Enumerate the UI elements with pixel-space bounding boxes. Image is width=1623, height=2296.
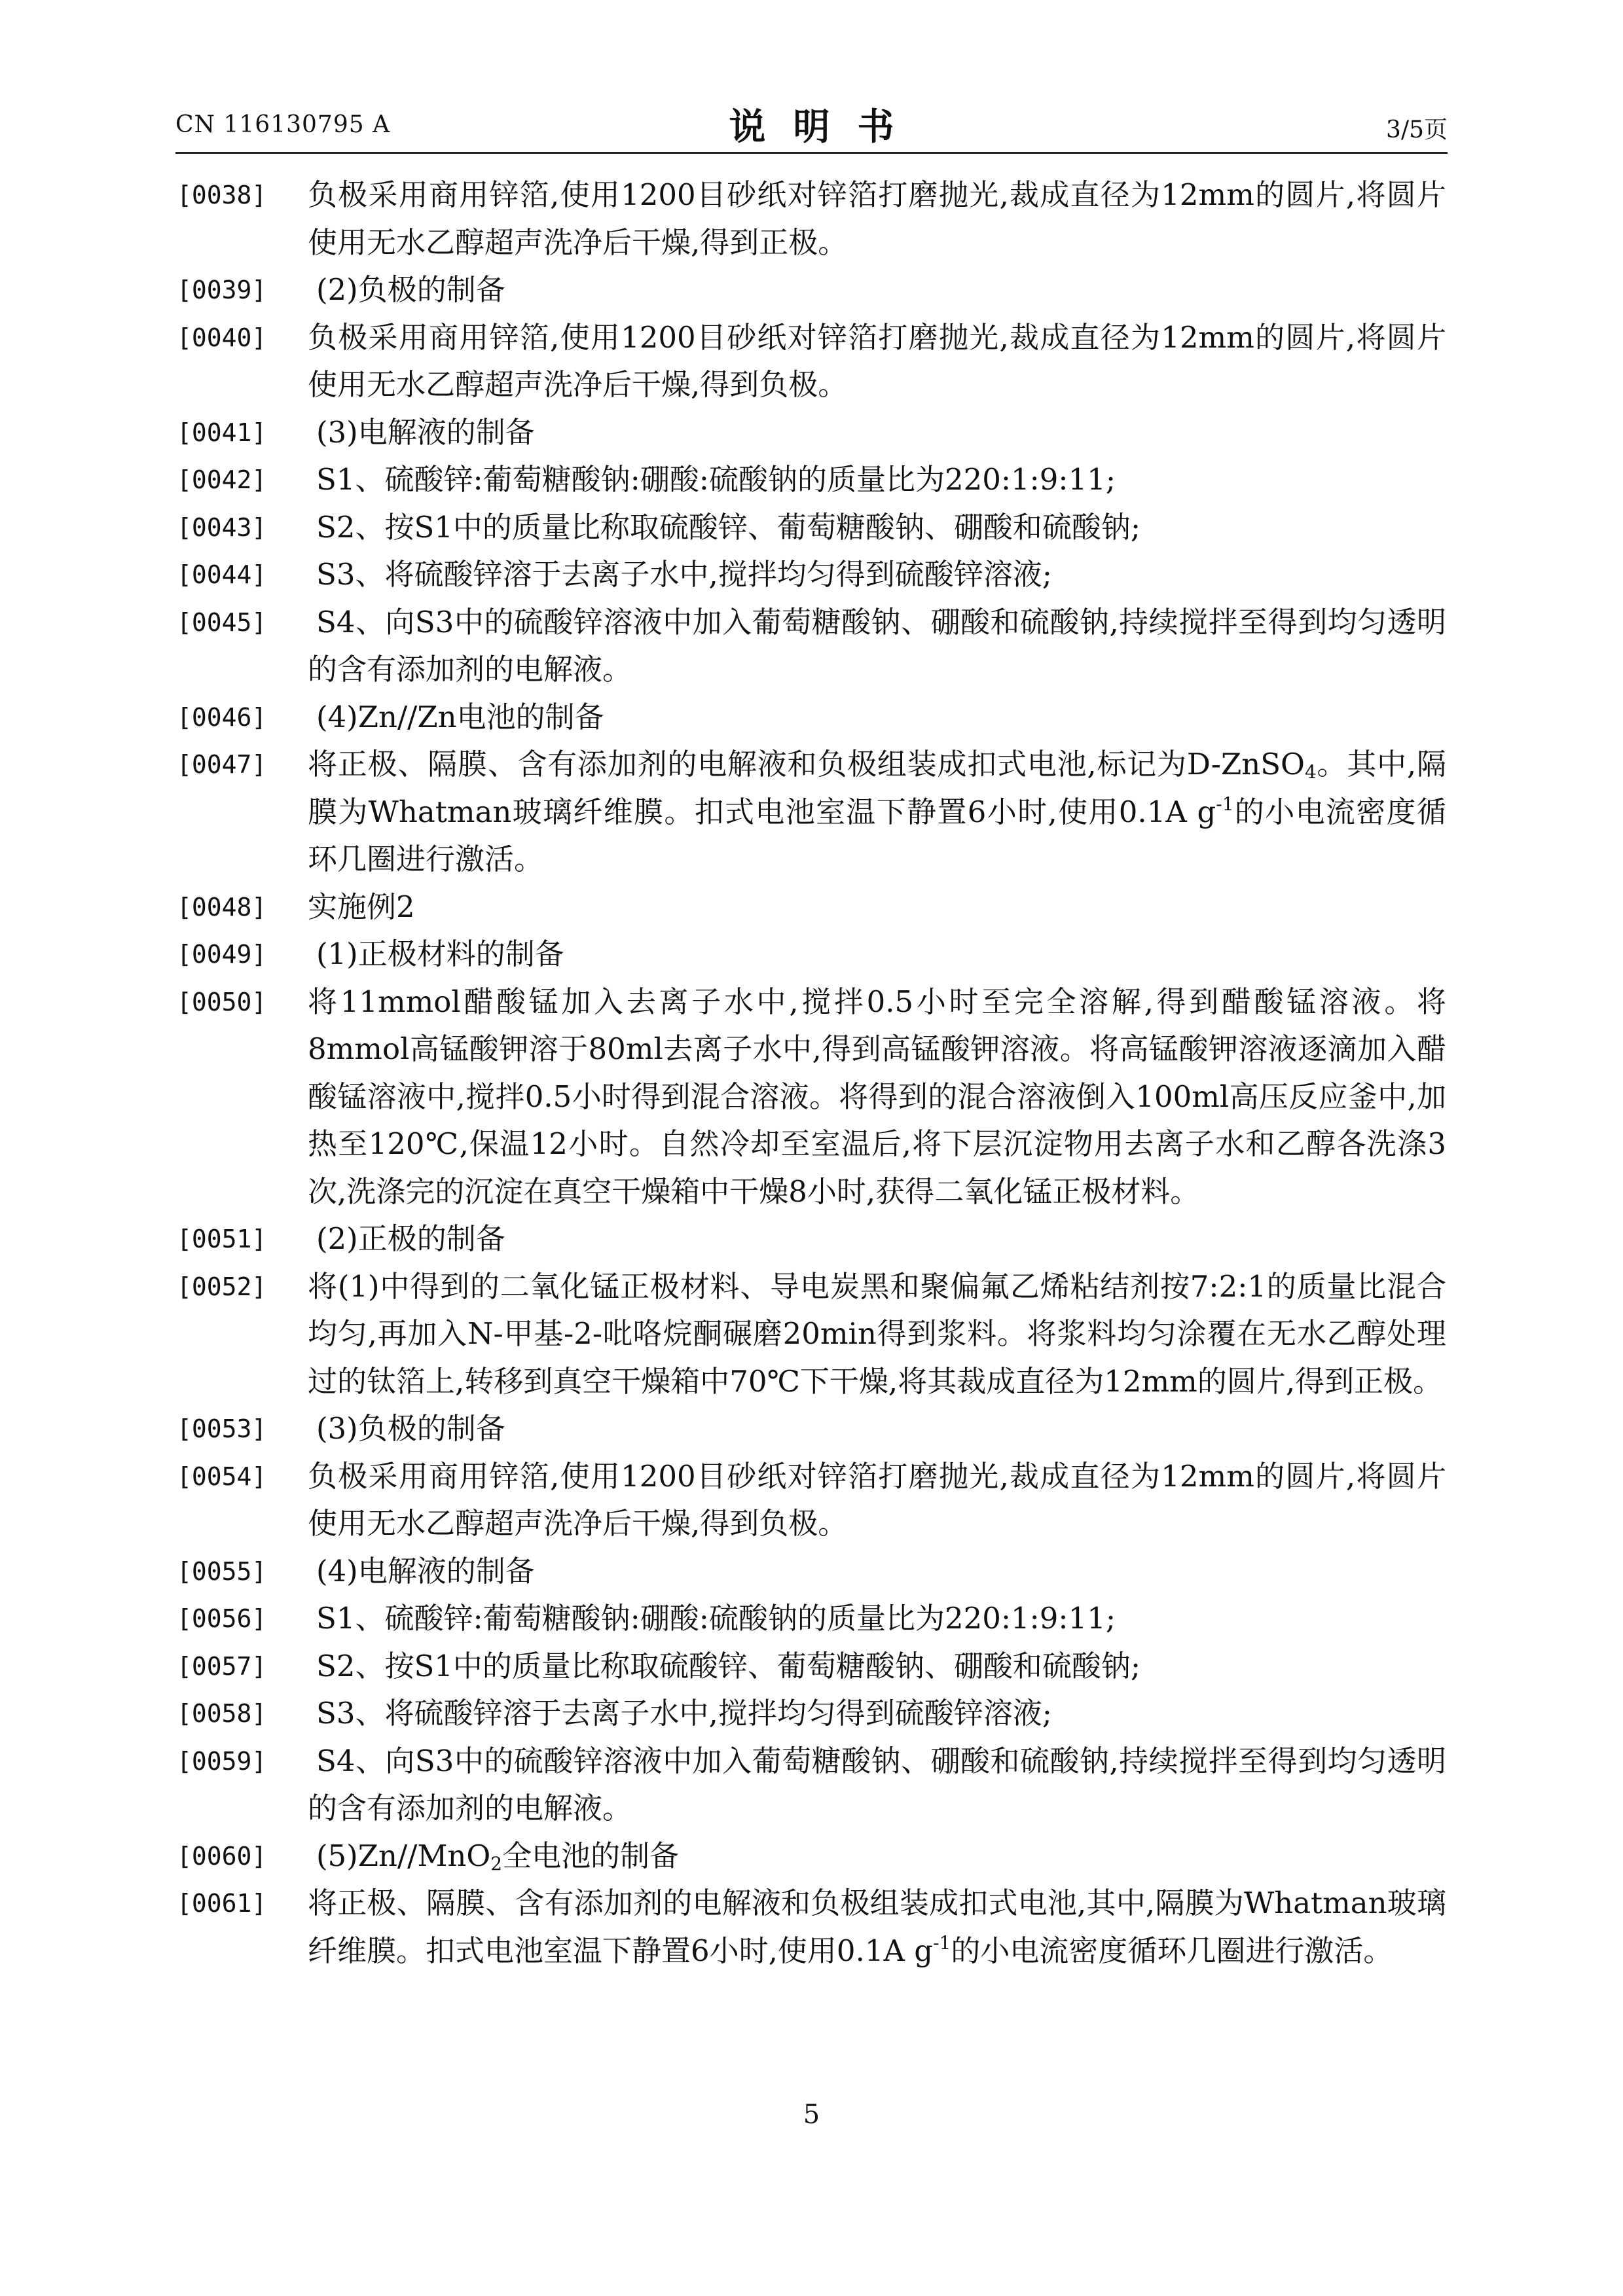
paragraph-number: [0045] (177, 607, 267, 637)
paragraph-text: S2、按S1中的质量比称取硫酸锌、葡萄糖酸钠、硼酸和硫酸钠; (316, 1648, 1141, 1683)
paragraph-number: [0046] (177, 702, 267, 732)
paragraph-0039 (177, 266, 1446, 314)
paragraph-0045 (177, 599, 1446, 694)
paragraph-text: 负极采用商用锌箔,使用1200目砂纸对锌箔打磨抛光,裁成直径为12mm的圆片,将圆片使用无水乙醇超声洗净后干燥,得到正极。 (308, 177, 1446, 260)
paragraph-0058 (177, 1690, 1446, 1738)
paragraph-0061 (177, 1880, 1446, 1975)
paragraph-number: [0039] (177, 276, 267, 304)
paragraph-0048 (177, 884, 1446, 931)
paragraph-text: S1、硫酸锌:葡萄糖酸钠:硼酸:硫酸钠的质量比为220:1:9:11; (316, 1601, 1116, 1636)
text-run: 的小电流密度循环几圈进行激活。 (951, 1933, 1393, 1968)
paragraph-text: 将(1)中得到的二氧化锰正极材料、导电炭黑和聚偏氟乙烯粘结剂按7:2:1的质量比混合均匀,再加入N-甲基-2-吡咯烷酮碾磨20min得到浆料。将浆料均匀涂覆在无水乙醇处理过的钛箔上,转移到真空干燥箱中70℃下干燥,将其裁成直径为12mm的圆片,得到正极。 (308, 1268, 1446, 1399)
paragraph-number: [0053] (177, 1414, 267, 1443)
text-run: 全电池的制备 (502, 1838, 680, 1873)
paragraph-text: S3、将硫酸锌溶于去离子水中,搅拌均匀得到硫酸锌溶液; (316, 1696, 1052, 1731)
paragraph-text (308, 1839, 679, 1873)
paragraph-number: [0051] (177, 1225, 267, 1253)
document-number: CN 116130795 A (175, 111, 391, 138)
paragraph-number: [0060] (177, 1841, 267, 1871)
paragraph-0042 (177, 456, 1446, 504)
paragraph-0052 (177, 1263, 1446, 1406)
document-body (177, 171, 1446, 1975)
paragraph-0041 (177, 409, 1446, 457)
paragraph-text: S4、向S3中的硫酸锌溶液中加入葡萄糖酸钠、硼酸和硫酸钠,持续搅拌至得到均匀透明的含有添加剂的电解液。 (308, 1743, 1446, 1825)
page-number: 5 (803, 2100, 820, 2130)
paragraph-number: [0044] (177, 560, 267, 589)
paragraph-number: [0056] (177, 1604, 267, 1633)
paragraph-number: [0040] (177, 323, 267, 352)
paragraph-text (308, 747, 1446, 876)
paragraph-number: [0054] (177, 1462, 267, 1491)
paragraph-text: S3、将硫酸锌溶于去离子水中,搅拌均匀得到硫酸锌溶液; (316, 557, 1052, 592)
paragraph-number: [0061] (177, 1889, 267, 1918)
paragraph-0051 (177, 1215, 1446, 1263)
paragraph-text: (1)正极材料的制备 (316, 937, 564, 971)
paragraph-0049 (177, 931, 1446, 978)
header-divider (175, 152, 1448, 154)
paragraph-0055 (177, 1548, 1446, 1596)
paragraph-text: (3)电解液的制备 (316, 414, 535, 450)
paragraph-text: S2、按S1中的质量比称取硫酸锌、葡萄糖酸钠、硼酸和硫酸钠; (316, 509, 1141, 545)
paragraph-0046 (177, 694, 1446, 742)
page-header (175, 98, 1448, 151)
paragraph-number: [0043] (177, 512, 267, 542)
paragraph-text: 负极采用商用锌箔,使用1200目砂纸对锌箔打磨抛光,裁成直径为12mm的圆片,将圆片使用无水乙醇超声洗净后干燥,得到负极。 (308, 319, 1446, 402)
paragraph-0056 (177, 1595, 1446, 1643)
paragraph-text (308, 1886, 1446, 1968)
paragraph-text: 实施例2 (308, 889, 415, 924)
paragraph-number: [0057] (177, 1651, 267, 1681)
paragraph-number: [0049] (177, 940, 267, 969)
paragraph-0043 (177, 504, 1446, 552)
paragraph-0060 (177, 1833, 1446, 1880)
paragraph-0047 (177, 741, 1446, 884)
paragraph-text: 将11mmol醋酸锰加入去离子水中,搅拌0.5小时至完全溶解,得到醋酸锰溶液。将8mmol高锰酸钾溶于80ml去离子水中,得到高锰酸钾溶液。将高锰酸钾溶液逐滴加入醋酸锰溶液中,搅拌0.5小时得到混合溶液。将得到的混合溶液倒入100ml高压反应釜中,加热至120℃,保温12小时。自然冷却至室温后,将下层沉淀物用去离子水和乙醇各洗涤3次,洗涤完的沉淀在真空干燥箱中干燥8小时,获得二氧化锰正极材料。 (308, 984, 1446, 1209)
paragraph-number: [0048] (177, 892, 267, 922)
paragraph-0054 (177, 1453, 1446, 1548)
text-run: 的小电流密度循环几圈进行激活。 (308, 794, 1446, 876)
paragraph-text: (4)电解液的制备 (316, 1553, 535, 1588)
subscript: 4 (1304, 761, 1317, 783)
paragraph-0038 (177, 171, 1446, 266)
paragraph-text: 负极采用商用锌箔,使用1200目砂纸对锌箔打磨抛光,裁成直径为12mm的圆片,将圆片使用无水乙醇超声洗净后干燥,得到负极。 (308, 1458, 1446, 1541)
paragraph-number: [0058] (177, 1699, 267, 1728)
paragraph-text: (3)负极的制备 (316, 1411, 505, 1446)
paragraph-text: S4、向S3中的硫酸锌溶液中加入葡萄糖酸钠、硼酸和硫酸钠,持续搅拌至得到均匀透明的含有添加剂的电解液。 (308, 604, 1446, 687)
text-run: (5)Zn//MnO (316, 1838, 491, 1873)
paragraph-number: [0059] (177, 1746, 267, 1776)
subscript: 2 (490, 1852, 503, 1874)
paragraph-text: S1、硫酸锌:葡萄糖酸钠:硼酸:硫酸钠的质量比为220:1:9:11; (316, 462, 1116, 497)
paragraph-0044 (177, 551, 1446, 599)
paragraph-0040 (177, 314, 1446, 409)
superscript: -1 (933, 1931, 951, 1954)
text-run: 将正极、隔膜、含有添加剂的电解液和负极组装成扣式电池,其中,隔膜为Whatman玻璃纤维膜。扣式电池室温下静置6小时,使用0.1A g (308, 1886, 1446, 1968)
paragraph-number: [0052] (177, 1272, 267, 1301)
paragraph-number: [0047] (177, 750, 267, 779)
paragraph-0057 (177, 1643, 1446, 1691)
paragraph-0059 (177, 1738, 1446, 1833)
page-label: 3/5页 (1386, 117, 1448, 143)
paragraph-number: [0050] (177, 987, 267, 1016)
text-run: 将正极、隔膜、含有添加剂的电解液和负极组装成扣式电池,标记为D-ZnSO (308, 747, 1305, 781)
paragraph-number: [0041] (177, 418, 267, 447)
document-title: 说明书 (729, 105, 922, 149)
text-run: 。其中,隔膜为Whatman玻璃纤维膜。扣式电池室温下静置6小时,使用0.1A g (308, 747, 1446, 829)
superscript: -1 (1216, 793, 1234, 815)
paragraph-0050 (177, 978, 1446, 1216)
paragraph-text: (4)Zn//Zn电池的制备 (316, 699, 604, 734)
paragraph-number: [0055] (177, 1556, 267, 1586)
paragraph-0053 (177, 1405, 1446, 1453)
paragraph-number: [0038] (177, 181, 267, 209)
paragraph-number: [0042] (177, 465, 267, 494)
paragraph-text: (2)负极的制备 (316, 272, 505, 307)
paragraph-text: (2)正极的制备 (316, 1221, 505, 1256)
